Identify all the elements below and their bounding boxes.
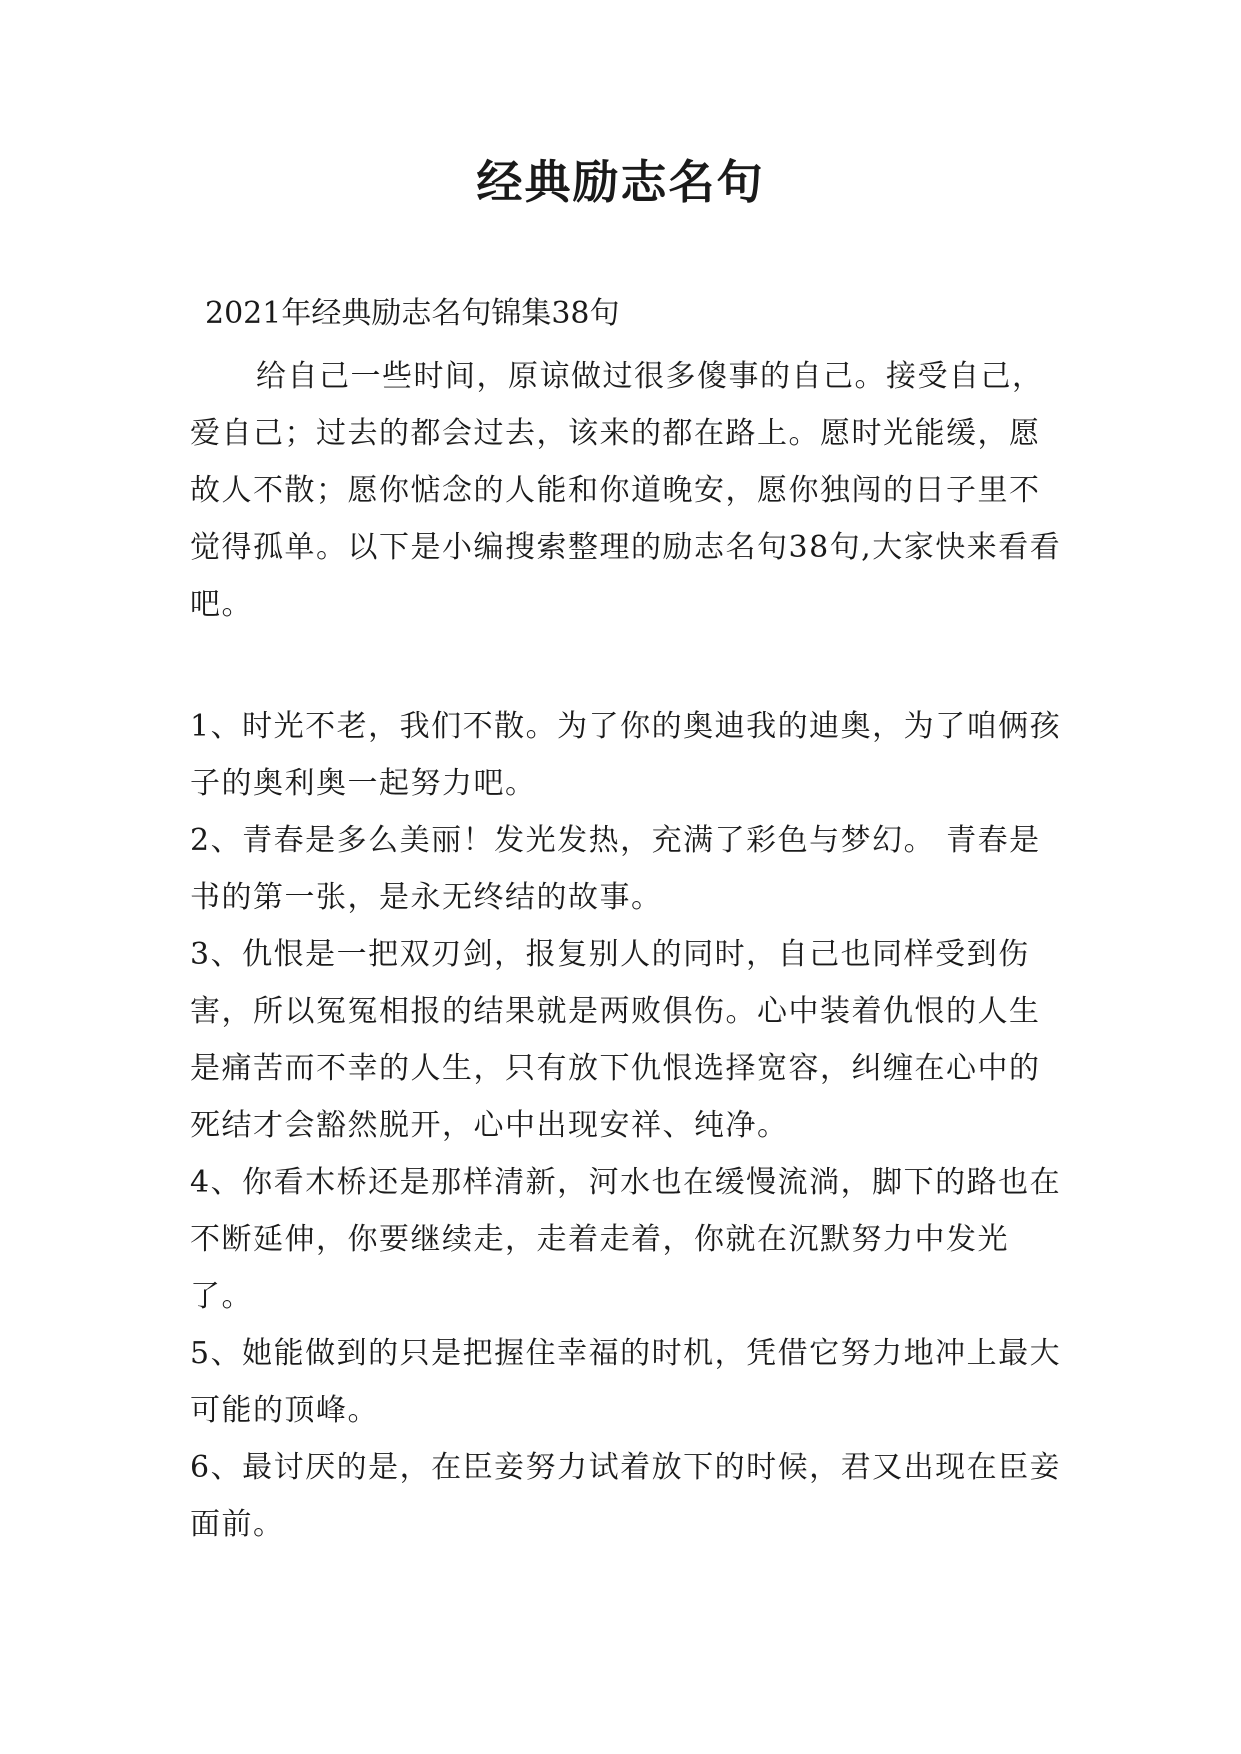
quote-item: 1、时光不老，我们不散。为了你的奥迪我的迪奥，为了咱俩孩子的奥利奥一起努力吧。 [190, 709, 1062, 801]
intro-paragraph: 给自己一些时间，原谅做过很多傻事的自己。接受自己，爱自己；过去的都会过去，该来的都在路上。愿时光能缓，愿故人不散；愿你惦念的人能和你道晚安，愿你独闯的日子里不觉得孤单。以下是小编搜索整理的励志名句38句,大家快来看看吧。 [190, 359, 1062, 622]
quote-list [190, 698, 1070, 1553]
quote-item: 4、你看木桥还是那样清新，河水也在缓慢流淌，脚下的路也在不断延伸，你要继续走，走着走着，你就在沉默努力中发光了。 [190, 1165, 1062, 1314]
document-subtitle: 2021年经典励志名句锦集38句 [205, 296, 620, 331]
quote-item: 6、最讨厌的是，在臣妾努力试着放下的时候，君又出现在臣妾面前。 [190, 1450, 1062, 1542]
document-title: 经典励志名句 [476, 155, 765, 209]
quote-item: 2、青春是多么美丽！发光发热，充满了彩色与梦幻。 青春是书的第一张，是永无终结的故事。 [190, 823, 1041, 915]
quote-item: 5、她能做到的只是把握住幸福的时机，凭借它努力地冲上最大可能的顶峰。 [190, 1336, 1062, 1428]
quote-item: 3、仇恨是一把双刃剑，报复别人的同时，自己也同样受到伤害，所以冤冤相报的结果就是两败俱伤。心中装着仇恨的人生是痛苦而不幸的人生，只有放下仇恨选择宽容，纠缠在心中的死结才会豁然脱开，心中出现安祥、纯净。 [190, 937, 1041, 1143]
